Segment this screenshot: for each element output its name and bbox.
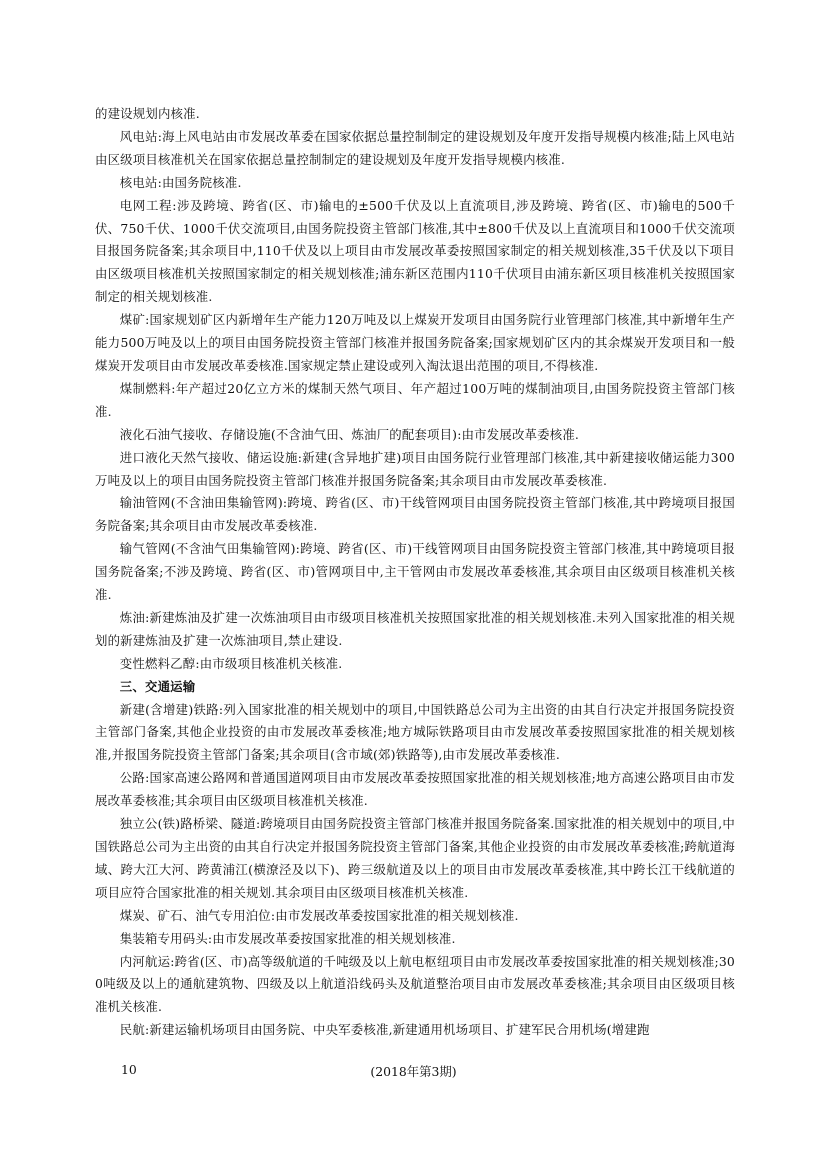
paragraph-wind-power: 风电站:海上风电站由市发展改革委在国家依据总量控制制定的建设规划及年度开发指导规模内核准;陆上风电站由区级项目核准机关在国家依据总量控制制定的建设规划及年度开发指导规模内核准. xyxy=(95,128,735,167)
paragraph-berths: 煤炭、矿石、油气专用泊位:由市发展改革委按国家批准的相关规划核准. xyxy=(119,907,519,923)
paragraph-power-grid: 电网工程:涉及跨境、跨省(区、市)输电的±500千伏及以上直流项目,涉及跨境、跨省(区、市)输电的500千伏、750千伏、1000千伏交流项目,由国务院投资主管部门核准,其中±800千伏及以上直流项目和1000千伏交流项目报国务院备案;其余项目中,110千伏及以上项目由市发展改革委按照国家制定的相关规划核准,35千伏及以下项目由区级项目核准机关按照国家制定的相关规划核准;浦东新区范围内110千伏项目由浦东新区项目核准机关按照国家制定的相关规划核准. xyxy=(95,197,735,305)
paragraph-coal-fuel: 煤制燃料:年产超过20亿立方米的煤制天然气项目、年产超过100万吨的煤制油项目,由国务院投资主管部门核准. xyxy=(95,380,735,419)
paragraph-ethanol: 变性燃料乙醇:由市级项目核准机关核准. xyxy=(119,655,343,671)
paragraph-refinery: 炼油:新建炼油及扩建一次炼油项目由市级项目核准机关按照国家批准的相关规划核准.未列入国家批准的相关规划的新建炼油及扩建一次炼油项目,禁止建设. xyxy=(95,609,735,648)
issue-label: (2018年第3期) xyxy=(370,1064,457,1079)
paragraph-railway: 新建(含增建)铁路:列入国家批准的相关规划中的项目,中国铁路总公司为主出资的由其自行决定并报国务院投资主管部门备案,其他企业投资的由市发展改革委核准;地方城际铁路项目由市发展改革委按照国家批准的相关规划核准,并报国务院投资主管部门备案;其余项目(含市域(郊)铁路等),由市发展改革委核准. xyxy=(95,701,735,763)
paragraph-coal-mine: 煤矿:国家规划矿区内新增年生产能力120万吨及以上煤炭开发项目由国务院行业管理部门核准,其中新增年生产能力500万吨及以上的项目由国务院投资主管部门核准并报国务院备案;国家规划矿区内的其余煤炭开发项目和一般煤炭开发项目由市发展改革委核准.国家规定禁止建设或列入淘汰退出范围的项目,不得核准. xyxy=(95,312,735,373)
paragraph-container-terminal: 集装箱专用码头:由市发展改革委按国家批准的相关规划核准. xyxy=(119,930,456,946)
paragraph-lpg-storage: 液化石油气接收、存储设施(不含油气田、炼油厂的配套项目):由市发展改革委核准. xyxy=(119,426,580,442)
paragraph-nuclear-power: 核电站:由国务院核准. xyxy=(119,174,242,190)
page-number: 10 xyxy=(121,1062,137,1077)
section-heading-transport: 三、交通运输 xyxy=(119,678,196,694)
paragraph-gas-pipeline: 输气管网(不含油气田集输管网):跨境、跨省(区、市)干线管网项目由国务院投资主管部门核准,其中跨境项目报国务院备案;不涉及跨境、跨省(区、市)管网项目中,主干管网由市发展改革委核准,其余项目由区级项目核准机关核准. xyxy=(95,541,735,603)
paragraph-inland-waterway: 内河航运:跨省(区、市)高等级航道的千吨级及以上航电枢纽项目由市发展改革委按国家批准的相关规划核准;300吨级及以上的通航建筑物、四级及以上航道沿线码头及航道整治项目由市发展改革委核准;其余项目由区级项目核准机关核准. xyxy=(95,953,735,1015)
paragraph-oil-pipeline: 输油管网(不含油田集输管网):跨境、跨省(区、市)干线管网项目由国务院投资主管部门核准,其中跨境项目报国务院备案;其余项目由市发展改革委核准. xyxy=(95,495,735,534)
paragraph-continuation: 的建设规划内核准. xyxy=(95,106,200,121)
paragraph-civil-aviation: 民航:新建运输机场项目由国务院、中央军委核准,新建通用机场项目、扩建军民合用机场(增建跑 xyxy=(119,1022,650,1038)
body-text xyxy=(95,103,735,1042)
paragraph-highway: 公路:国家高速公路网和普通国道网项目由市发展改革委按照国家批准的相关规划核准;地方高速公路项目由市发展改革委核准;其余项目由区级项目核准机关核准. xyxy=(95,770,735,809)
paragraph-lng-import: 进口液化天然气接收、储运设施:新建(含异地扩建)项目由国务院行业管理部门核准,其中新建接收储运能力300万吨及以上的项目由国务院投资主管部门核准并报国务院备案;其余项目由市发展改革委核准. xyxy=(95,449,735,488)
paragraph-bridge-tunnel: 独立公(铁)路桥梁、隧道:跨境项目由国务院投资主管部门核准并报国务院备案.国家批准的相关规划中的项目,中国铁路总公司为主出资的由其自行决定并报国务院投资主管部门备案,其他企业投资的由市发展改革委核准;跨航道海域、跨大江大河、跨黄浦江(横潦泾及以下)、跨三级航道及以上的项目由市发展改革委核准,其中跨长江干线航道的项目应符合国家批准的相关规划.其余项目由区级项目核准机关核准. xyxy=(95,816,735,900)
page-footer xyxy=(0,1062,827,1082)
